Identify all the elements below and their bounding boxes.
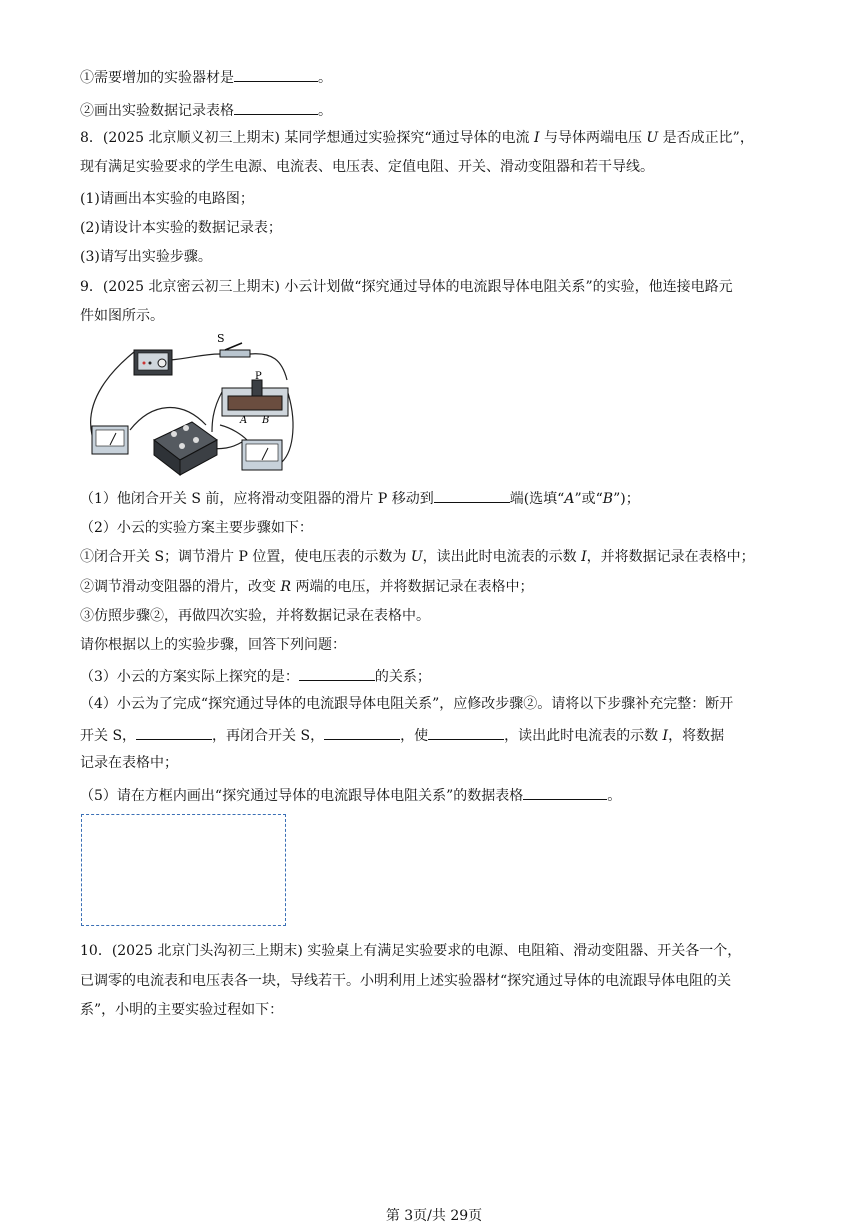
q8-sub1: (1)请画出本实验的电路图； (80, 191, 254, 207)
resistor-box (154, 422, 217, 475)
page-footer: 第 3页/共 29页 (385, 1208, 483, 1224)
answer-blank[interactable] (428, 725, 504, 740)
q9-part4-line1: （4）小云为了完成“探究通过导体的电流跟导体电阻关系”，应修改步骤②。请将以下步骤补充完整：断开 (80, 696, 734, 712)
q9-part2: （2）小云的实验方案主要步骤如下： (80, 520, 313, 536)
q7-item1: ①需要增加的实验器材是 。 (80, 67, 332, 87)
q9-part4-line3: 记录在表格中； (80, 755, 178, 771)
answer-blank[interactable] (434, 488, 510, 503)
circuit-figure (82, 330, 304, 476)
q10-stem-line3: 系”，小明的主要实验过程如下： (80, 1002, 284, 1018)
q9-stem-line1: 9．(2025 北京密云初三上期末) 小云计划做“探究通过导体的电流跟导体电阻关系”的实验，他连接电路元 (80, 279, 733, 295)
rheostat (222, 371, 288, 426)
label-p: P (255, 371, 262, 382)
answer-box[interactable] (81, 814, 286, 926)
label-b: B (262, 415, 270, 426)
q9-step1: ①闭合开关 S；调节滑片 P 位置，使电压表的示数为 U，读出此时电流表的示数 I，并将数据记录在表格中； (80, 549, 755, 565)
answer-blank[interactable] (136, 725, 212, 740)
q9-part3: （3）小云的方案实际上探究的是： 的关系； (80, 666, 431, 686)
switch-s (217, 332, 250, 357)
power-supply (134, 350, 172, 375)
q9-prompt: 请你根据以上的实验步骤，回答下列问题： (80, 637, 346, 653)
q8-sub3: (3)请写出实验步骤。 (80, 249, 212, 265)
q8-sub2: (2)请设计本实验的数据记录表； (80, 220, 282, 236)
ammeter (92, 426, 128, 454)
label-a: A (240, 415, 248, 426)
q10-stem-line2: 已调零的电流表和电压表各一块，导线若干。小明利用上述实验器材“探究通过导体的电流跟导体电阻的关 (80, 973, 732, 989)
q9-part5: （5）请在方框内画出“探究通过导体的电流跟导体电阻关系”的数据表格 。 (80, 785, 621, 805)
q9-step2: ②调节滑动变阻器的滑片，改变 R 两端的电压，并将数据记录在表格中； (80, 579, 534, 595)
answer-blank[interactable] (234, 67, 318, 82)
answer-blank[interactable] (324, 725, 400, 740)
answer-blank[interactable] (234, 100, 318, 115)
answer-blank[interactable] (523, 785, 607, 800)
q10-stem-line1: 10．(2025 北京门头沟初三上期末) 实验桌上有满足实验要求的电源、电阻箱、滑动变阻器、开关各一个， (80, 943, 742, 959)
label-s: S (217, 332, 225, 345)
q9-stem-line2: 件如图所示。 (80, 308, 164, 324)
q9-part1: （1）他闭合开关 S 前，应将滑动变阻器的滑片 P 移动到 端(选填“A”或“B”)； (80, 488, 640, 508)
voltmeter (242, 440, 282, 470)
q8-stem-line1: 8．(2025 北京顺义初三上期末) 某同学想通过实验探究“通过导体的电流 I 与导体两端电压 U 是否成正比”， (80, 130, 754, 146)
q9-part4-line2: 开关 S， ，再闭合开关 S， ，使 ，读出此时电流表的示数 I，将数据 (80, 725, 724, 745)
answer-blank[interactable] (299, 666, 375, 681)
q7-item2: ②画出实验数据记录表格 。 (80, 100, 332, 120)
q9-step3: ③仿照步骤②，再做四次实验，并将数据记录在表格中。 (80, 608, 430, 624)
q8-stem-line2: 现有满足实验要求的学生电源、电流表、电压表、定值电阻、开关、滑动变阻器和若干导线。 (80, 159, 654, 175)
